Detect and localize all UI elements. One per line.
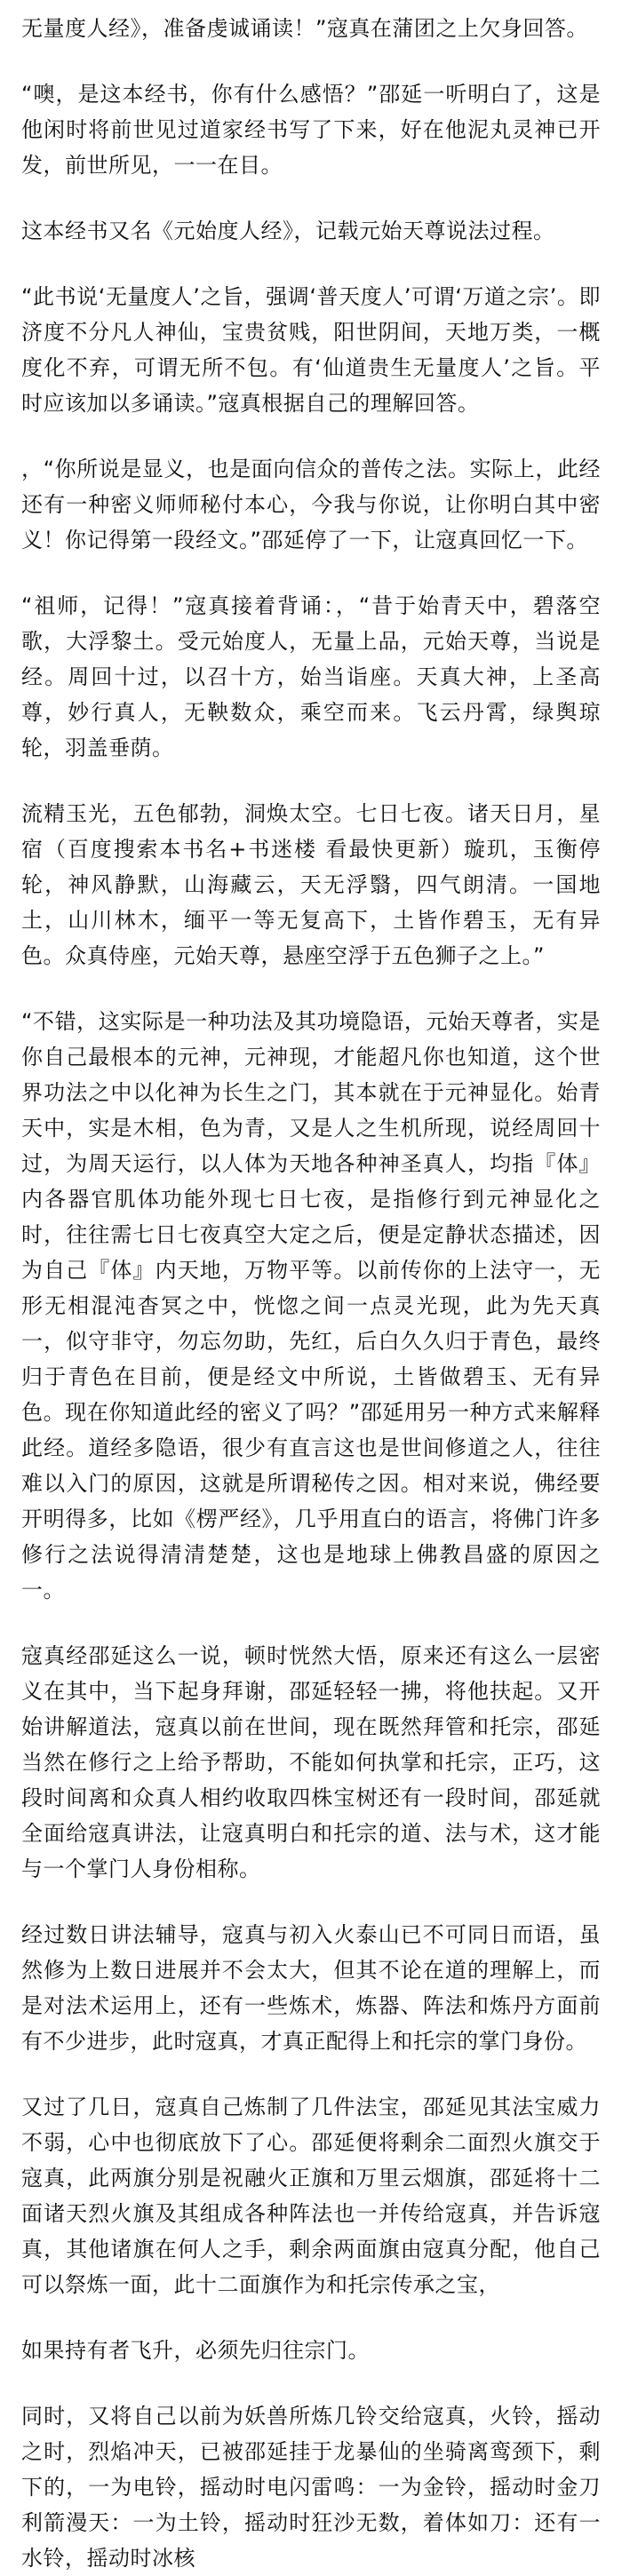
paragraph: 经过数日讲法辅导，寇真与初入火泰山已不可同日而语，虽然修为上数日进展并不会太大，但其不论在道的理解上，而是对法术运用上，还有一些炼术，炼器、阵法和炼丹方面前有不少进步，此时寇真，才真正配得上和托宗的掌门身份。	[21, 1922, 601, 2054]
paragraph: 流精玉光，五色郁勃，洞焕太空。七日七夜。诸天日月，星宿（百度搜索本书名+书迷楼 看最快更新）璇玑，玉衡停轮，神风静默，山海藏云，天无浮翳，四气朗清。一国地土，山川林木，缅平一等无复高下，土皆作碧玉，无有异色。众真侍座，元始天尊，悬座空浮于五色狮子之上。”	[21, 801, 601, 968]
paragraph: 无量度人经》，准备虔诚诵读！”寇真在蒲团之上欠身回答。	[21, 16, 588, 41]
paragraph: 这本经书又名《元始度人经》，记载元始天尊说法过程。	[21, 219, 555, 243]
paragraph: ，“你所说是显义，也是面向信众的普传之法。实际上，此经还有一种密义师师秘付本心，今我与你说，让你明白其中密义！你记得第一段经文。”邵延停了一下，让寇真回忆一下。	[21, 457, 601, 553]
paragraph: 寇真经邵延这么一说，顿时恍然大悟，原来还有这么一层密义在其中，当下起身拜谢，邵延轻轻一拂，将他扶起。又开始讲解道法，寇真以前在世间，现在既然拜管和托宗，邵延当然在修行之上给予帮助，不能如何执掌和托宗，正巧，这段时间离和众真人相约收取四株宝树还有一段时间，邵延就全面给寇真讲法，让寇真明白和托宗的道、法与术，这才能与一个掌门人身份相称。	[21, 1643, 601, 1881]
paragraph: 同时，又将自己以前为妖兽所炼几铃交给寇真，火铃，摇动之时，烈焰冲天，已被邵延挂于龙暴仙的坐骑离鸾颈下，剩下的，一为电铃，摇动时电闪雷鸣：一为金铃，摇动时金刀利箭漫天：一为土铃，摇动时狂沙无数，着体如刀：还有一水铃，摇动时冰核	[21, 2404, 601, 2571]
paragraph: 如果持有者飞升，必须先归往宗门。	[21, 2338, 370, 2363]
paragraph: “此书说‘无量度人’之旨，强调‘普天度人’可谓‘万道之宗’。即济度不分凡人神仙，宝贵贫贱，阳世阴间，天地万类，一概度化不弃，可谓无所不包。有‘仙道贵生无量度人’之旨。平时应该加以多诵读。”寇真根据自己的理解回答。	[21, 284, 601, 416]
paragraph: “祖师，记得！”寇真接着背诵：，“昔于始青天中，碧落空歌，大浮黎土。受元始度人，无量上品，元始天尊，当说是经。周回十过，以召十方，始当诣座。天真大神，上圣高尊，妙行真人，无鞅数众，乘空而来。飞云丹霄，绿舆琼轮，羽盖垂荫。	[21, 593, 601, 760]
paragraph: “噢，是这本经书，你有什么感悟？”邵延一听明白了，这是他闲时将前世见过道家经书写了下来，好在他泥丸灵神已开发，前世所见，一一在目。	[21, 82, 601, 178]
paragraph: 又过了几日，寇真自己炼制了几件法宝，邵延见其法宝威力不弱，心中也彻底放下了心。邵延便将剩余二面烈火旗交于寇真，此两旗分别是祝融火正旗和万里云烟旗，邵延将十二面诸天烈火旗及其组成各种阵法也一并传给寇真，并告诉寇真，其他诸旗在何人之手，剩余两面旗由寇真分配，他自己可以祭炼一面，此十二面旗作为和托宗传承之宝，	[21, 2095, 601, 2297]
paragraph: “不错，这实际是一种功法及其功境隐语，元始天尊者，实是你自己最根本的元神，元神现，才能超凡你也知道，这个世界功法之中以化神为长生之门，其本就在于元神显化。始青天中，实是木相，色为青，又是人之生机所现，说经周回十过，为周天运行，以人体为天地各种神圣真人，均指『体』内各器官肌体功能外现七日七夜，是指修行到元神显化之时，往往需七日七夜真空大定之后，便是定静状态描述，因为自己『体』内天地，万物平等。以前传你的上法守一，无形无相混沌杳冥之中，恍惚之间一点灵光现，此为先天真一，似守非守，勿忘勿助，先红，后白久久归于青色，最终归于青色在目前，便是经文中所说，土皆做碧玉、无有异色。现在你知道此经的密义了吗？”邵延用另一种方式来解释此经。道经多隐语，很少有直言这也是世间修道之人，往往难以入门的原因，这就是所谓秘传之因。相对来说，佛经要开明得多，比如《楞严经》，几乎用直白的语言，将佛门许多修行之法说得清清楚楚，这也是地球上佛教昌盛的原因之一。	[21, 1009, 601, 1602]
